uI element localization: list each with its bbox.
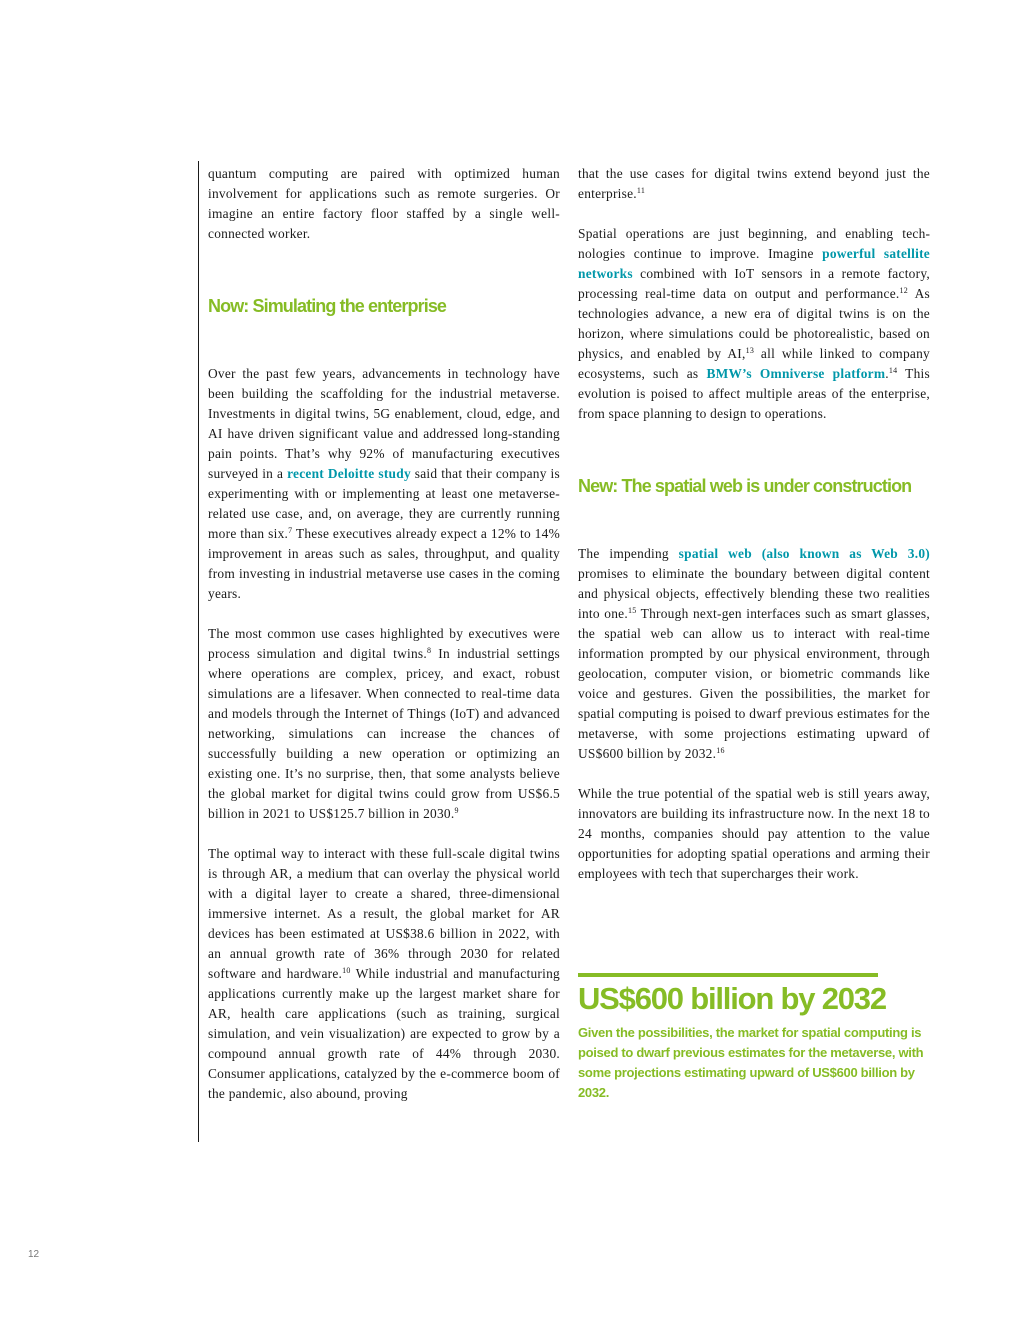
left-column [208,164,560,1104]
paragraph-text: . [885,366,889,381]
pull-quote [578,973,934,1103]
paragraph-text: While the true potential of the spatial web is still years away, innovators are building its infrastructure now. In the next 18 to 24 months, companies should pay attention to the value opportunities for adopting spatial operations and arming their employees with tech that supercharges their work. [578,786,930,881]
paragraph-text: While industrial and manufacturing applications currently make up the largest market share for AR, health care applications (such as training, surgical simulation, and vein visualization) are expected to grow by a compound annual growth rate of 44% through 2030. Consumer applications, catalyzed by the e-commerce boom of the pandemic, also abound, proving [208,966,560,1101]
right-column [578,164,930,884]
paragraph [578,164,930,204]
footnote-ref: 10 [342,966,351,975]
pull-quote-title: US$600 billion by 2032 [578,981,886,1016]
paragraph-text: In industrial settings where operations are complex, pricey, and exact, robust simulations are a lifesaver. When connected to real-time data and models through the Internet of Things (IoT) and advanced networking, simulations can increase the chances of successfully building a new operation or optimizing an existing one. It’s no surprise, then, that some analysts believe the global market for digital twins could grow from US$6.5 billion in 2021 to US$125.7 billion in 2030. [208,646,560,821]
paragraph-text: combined with IoT sensors in a remote factory, processing real-time data on output and performance. [578,266,930,301]
paragraph [208,624,560,824]
page-number: 12 [28,1249,40,1260]
paragraph-text: The optimal way to interact with these full-scale digital twins is through AR, a medium that can overlay the physical world with a digital layer to create a shared, three-dimensional immersive internet. As a result, the global market for AR devices has been estimated at US$38.6 billion in 2022, with an annual growth rate of 36% through 2030 for related software and hardware. [208,846,560,981]
paragraph-text: Over the past few years, advancements in technology have been building the scaffolding for the industrial metaverse. Investments in digital twins, 5G enablement, cloud, edge, and AI have driven significant value and addressed long-standing pain points. That’s why 92% of manufacturing executives surveyed in a [208,366,560,481]
pull-quote-text: Given the possibilities, the market for spatial computing is poised to dwarf previous estimates for the metaverse, with some projections estimating upward of US$600 billion by 2032. [578,1025,924,1100]
spatial-web-link[interactable]: spatial web (also known as Web 3.0) [678,546,930,561]
paragraph-text: Through next-gen interfaces such as smart glasses, the spatial web can allow us to interact with real-time information prompted by our physical environment, through geolocation, computer vision, or biometric commands like voice and gestures. Given the possibilities, the market for spatial computing is poised to dwarf previous estimates for the metaverse, with some projections estimating upward of US$600 billion by 2032. [578,606,930,761]
deloitte-study-link[interactable]: recent Deloitte study [287,466,411,481]
section-heading-spatial-web: New: The spatial web is under construction [578,476,912,496]
paragraph-text: quantum computing are paired with optimized human involvement for applications such as remote surgeries. Or imagine an entire factory floor staffed by a single well-connected worker. [208,166,560,241]
paragraph-text: said that their company is experimenting with or implementing at least one metaverse-related use case, and, on average, they are currently running more than six. [208,466,560,541]
bmw-omniverse-link[interactable]: BMW’s Omniverse platform [706,366,886,381]
paragraph-text: promises to eliminate the boundary between digital content and physical objects, effectively blending these two realities into one. [578,566,930,621]
paragraph-text: This evolution is poised to affect multiple areas of the enterprise, from space planning to design to operations. [578,366,930,421]
paragraph [208,164,560,244]
paragraph [578,784,930,884]
satellite-networks-link[interactable]: powerful satellite networks [578,246,930,281]
paragraph-text: The most common use cases highlighted by executives were process simulation and digital twins. [208,626,560,661]
footnote-ref: 15 [627,606,637,615]
paragraph-text: The impending [578,546,679,561]
paragraph-text: that the use cases for digital twins extend beyond just the enterprise. [578,166,930,201]
paragraph-text: These executives already expect a 12% to 14% improvement in areas such as sales, throughput, and quality from investing in industrial metaverse use cases in the coming years. [208,526,560,601]
paragraph [208,364,560,604]
footnote-ref: 13 [745,346,755,355]
footnote-ref: 8 [426,646,432,655]
paragraph [208,844,560,1104]
footnote-ref: 16 [716,746,725,755]
footnote-ref: 9 [454,806,459,815]
section-heading-simulating: Now: Simulating the enterprise [208,296,447,316]
footnote-ref: 12 [899,286,908,295]
column-rule [198,161,199,1142]
pull-quote-bar [578,973,878,977]
footnote-ref: 14 [888,366,898,375]
paragraph-text: As technologies advance, a new era of digital twins is on the horizon, where simulations could be photorealistic, based on physics, and enabled by AI, [578,286,930,361]
paragraph-text: all while linked to company ecosystems, such as [578,346,931,381]
paragraph [578,224,930,424]
footnote-ref: 7 [288,526,293,535]
paragraph-text: Spatial operations are just beginning, and enabling technologies continue to improve. Imagine [578,226,930,261]
paragraph [578,544,930,764]
footnote-ref: 11 [636,186,646,195]
